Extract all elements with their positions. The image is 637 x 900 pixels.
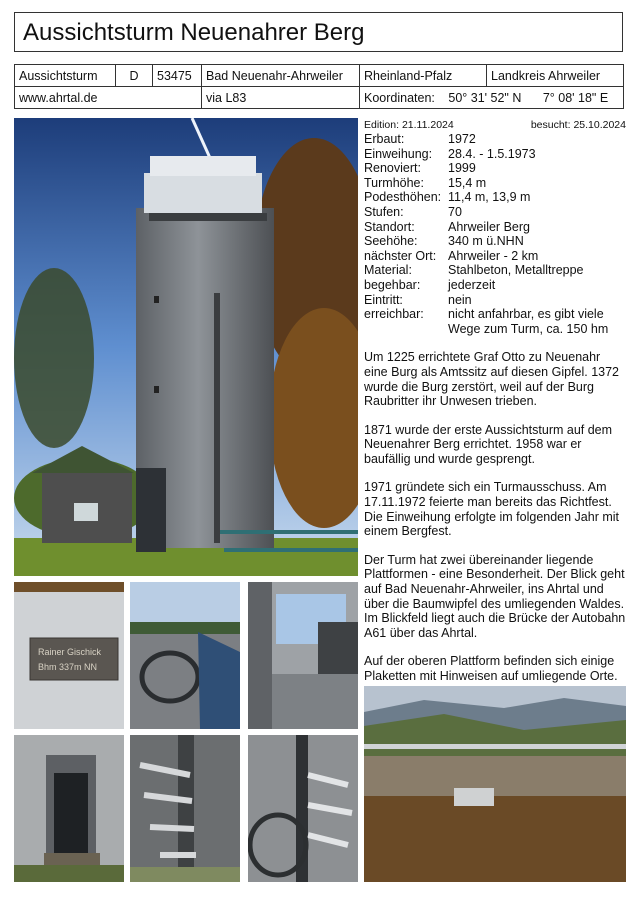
fact-value: Stahlbeton, Metalltreppe [448,263,584,278]
coordinates-label: Koordinaten: [364,90,435,105]
fact-row [364,263,626,278]
info-row [15,87,624,109]
fact-row [364,132,626,147]
info-row [15,65,624,87]
edition-row [364,118,626,131]
fact-value: 1999 [448,161,476,176]
fact-label: Eintritt: [364,292,403,307]
platform-railing-photo [130,582,240,729]
fact-value: Ahrweiler Berg [448,219,530,234]
plaque-line-1: Rainer Gischick [38,647,102,657]
fact-value: jederzeit [448,277,496,292]
plaque-photo [14,582,124,729]
description-paragraph: Um 1225 errichtete Graf Otto zu Neuenahr eine Burg als Amtssitz auf diesen Gipfel. 1372 wurde die Burg zerstört, weil auf der Burg Raubritter ihr Unwesen trieben. [364,350,620,409]
plaque-line-2: Bhm 337m NN [38,662,98,672]
spiral-stairs-top-photo [248,735,358,882]
fact-row [364,234,626,249]
fact-row [364,293,626,308]
fact-row [364,176,626,191]
fact-value: 70 [448,204,462,219]
facts-list [364,132,626,336]
visited-date: besucht: 25.10.2024 [530,119,626,131]
fact-label: Turmhöhe: [364,175,424,190]
country-cell: D [116,65,153,87]
fact-label: Seehöhe: [364,234,418,249]
district-cell: Landkreis Ahrweiler [487,65,624,87]
info-table [14,64,624,109]
upper-platform-photo [248,582,358,729]
website-cell: www.ahrtal.de [15,87,202,109]
fact-value: 340 m ü.NHN [448,234,524,249]
postcode-cell: 53475 [153,65,202,87]
fact-value: 1972 [448,132,476,146]
latitude: 50° 31' 52" N [448,90,522,105]
fact-label: erreichbar: [364,307,424,322]
fact-label: Stufen: [364,204,404,219]
fact-value: nein [448,292,472,307]
fact-value: 28.4. - 1.5.1973 [448,146,536,161]
tower-photo [14,118,358,576]
description-paragraph: 1971 gründete sich ein Turmausschuss. Am 17.11.1972 feierte man bereits das Richtfest. Die Einweihung erfolgte im folgenden Jahr mit einem Bergfest. [364,480,619,539]
fact-row [364,249,626,264]
fact-value: nicht anfahrbar, es gibt viele Wege zum Turm, ca. 150 hm [448,307,609,336]
route-cell: via L83 [202,87,360,109]
title-box [14,12,623,52]
longitude: 7° 08' 18" E [542,90,609,105]
fact-value: Ahrweiler - 2 km [448,248,539,263]
description-paragraph: Der Turm hat zwei übereinander liegende Plattformen - eine Besonderheit. Der Blick geht auf Bad Neuenahr-Ahrweiler, ins Ahrtal und über die Baumwipfel des umliegenden Waldes. Im Blickfeld liegt auch die Brücke der Autobahn A61 über das Ahrtal. [364,552,626,640]
fact-row [364,307,626,336]
town-cell: Bad Neuenahr-Ahrweiler [202,65,360,87]
fact-label: Material: [364,263,412,278]
fact-label: Erbaut: [364,132,405,146]
description-paragraph: Auf der oberen Plattform befinden sich einige Plaketten mit Hinweisen auf umliegende Orte. [364,654,618,683]
fact-row [364,220,626,235]
fact-label: Standort: [364,219,415,234]
fact-row [364,190,626,205]
page-title: Aussichtsturm Neuenahrer Berg [23,19,365,46]
description-paragraph: 1871 wurde der erste Aussichtsturm auf dem Neuenahrer Berg errichtet. 1958 war er baufällig und wurde gesprengt. [364,422,613,466]
tower-door-photo [14,735,124,882]
description [364,350,626,683]
ahrtal-view-photo [364,686,626,882]
fact-row [364,161,626,176]
fact-row [364,147,626,162]
fact-label: Renoviert: [364,161,421,176]
fact-label: Einweihung: [364,146,433,161]
fact-row [364,205,626,220]
fact-label: begehbar: [364,277,421,292]
spiral-stairs-photo [130,735,240,882]
coordinates-cell [360,87,624,109]
edition-date: Edition: 21.11.2024 [364,119,454,131]
fact-value: 11,4 m, 13,9 m [448,190,531,205]
fact-row [364,278,626,293]
type-cell: Aussichtsturm [15,65,116,87]
state-cell: Rheinland-Pfalz [360,65,487,87]
fact-label: nächster Ort: [364,248,437,263]
side-text [364,118,626,684]
fact-value: 15,4 m [448,175,487,190]
fact-label: Podesthöhen: [364,190,442,205]
